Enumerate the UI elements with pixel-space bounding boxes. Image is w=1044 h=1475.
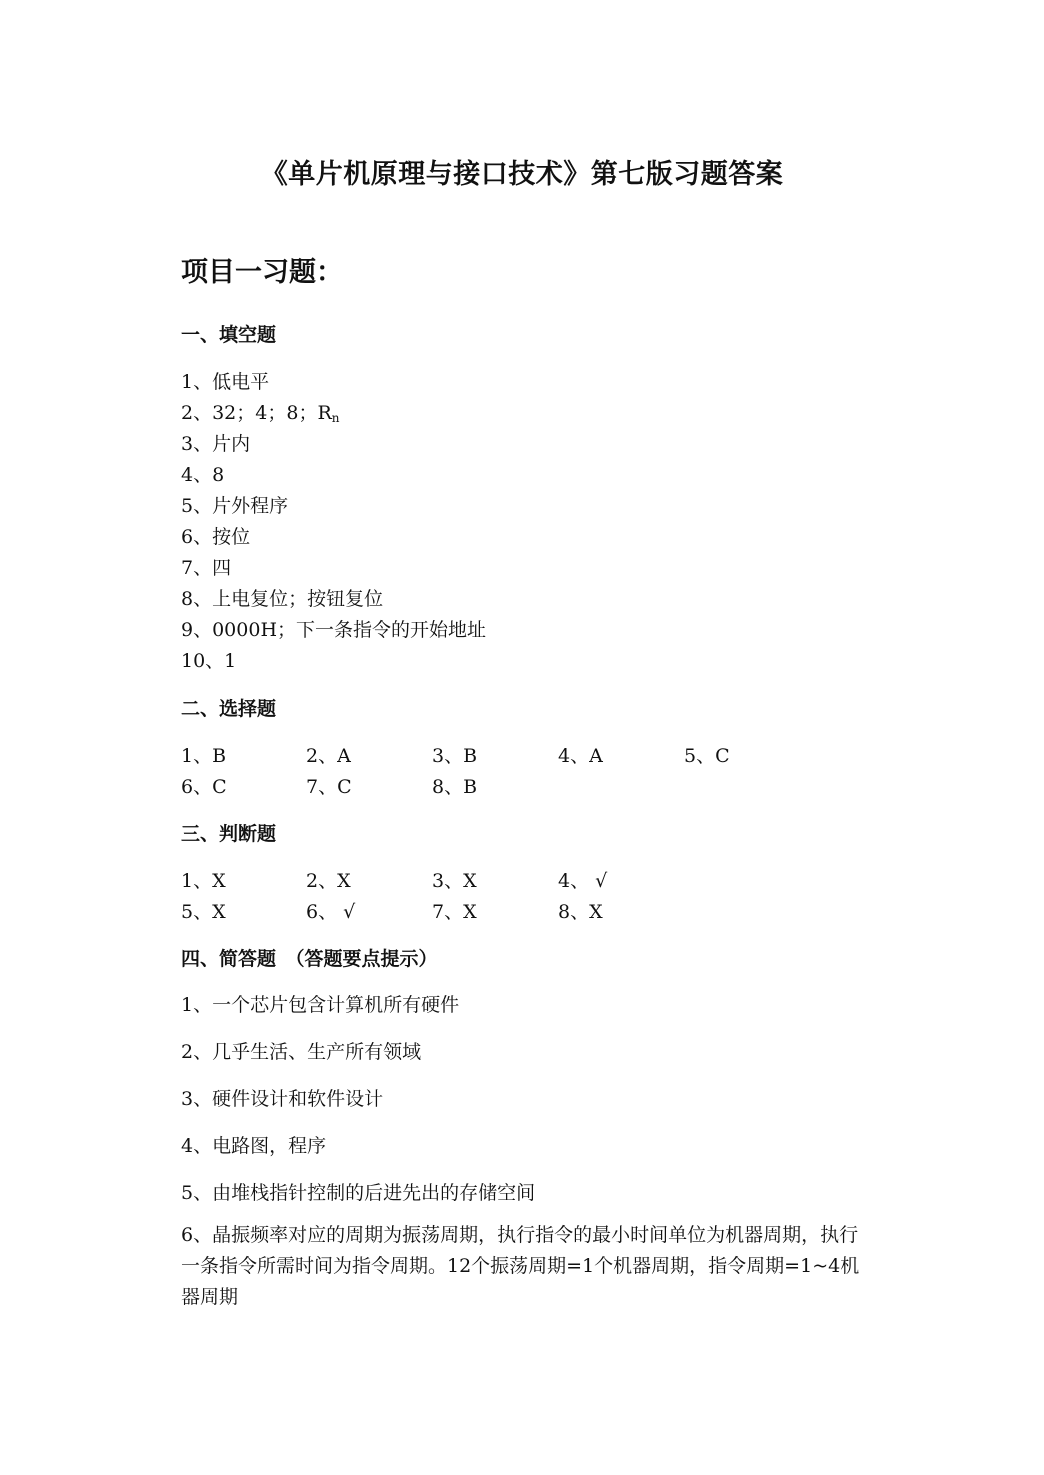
fill-blank-answer-6: 6、按位 [181,526,251,548]
section-heading-multiple-choice: 二、选择题 [181,698,277,720]
short-answer-2: 2、几乎生活、生产所有领域 [181,1041,422,1063]
short-answer-1: 1、一个芯片包含计算机所有硬件 [181,994,460,1016]
choice-answer-2: 2、A [306,745,351,767]
project-title: 项目一习题： [181,257,343,288]
fill-blank-answer-1: 1、低电平 [181,371,270,393]
section-heading-short-answer: 四、简答题 （答题要点提示） [181,948,438,970]
short-answer-4: 4、电路图，程序 [181,1135,327,1157]
judge-answer-6: 6、 √ [306,901,356,923]
short-answer-3: 3、硬件设计和软件设计 [181,1088,384,1110]
fill-blank-answer-9: 9、0000H；下一条指令的开始地址 [181,619,487,641]
fill-blank-answer-5: 5、片外程序 [181,495,289,517]
judge-answer-7: 7、X [432,901,477,923]
judge-answer-1: 1、X [181,870,226,892]
choice-answer-8: 8、B [432,776,478,798]
document-title: 《单片机原理与接口技术》第七版习题答案 [260,159,784,190]
choice-answer-5: 5、C [684,745,730,767]
judge-answer-3: 3、X [432,870,477,892]
fill-blank-answer-4: 4、8 [181,464,225,486]
judge-answer-8: 8、X [558,901,603,923]
choice-answer-3: 3、B [432,745,478,767]
choice-answer-7: 7、C [306,776,352,798]
choice-answer-1: 1、B [181,745,227,767]
judge-answer-2: 2、X [306,870,351,892]
fill-blank-answer-2: 2、32；4；8；$R_n$ [181,402,340,425]
fill-blank-answer-3: 3、片内 [181,433,251,455]
judge-answer-5: 5、X [181,901,226,923]
short-answer-5: 5、由堆栈指针控制的后进先出的存储空间 [181,1182,536,1204]
section-heading-true-false: 三、判断题 [181,823,277,845]
fill-blank-answer-7: 7、四 [181,557,232,579]
choice-answer-4: 4、A [558,745,603,767]
choice-answer-6: 6、C [181,776,227,798]
section-heading-fill-blank: 一、填空题 [181,324,277,346]
short-answer-6: 6、晶振频率对应的周期为振荡周期，执行指令的最小时间单位为机器周期，执行一条指令所需时间为指令周期。12个振荡周期=1个机器周期，指令周期=1~4机器周期 [181,1224,860,1308]
fill-blank-answer-8: 8、上电复位；按钮复位 [181,588,384,610]
subscript-n: n [331,411,340,425]
fill-blank-answer-10: 10、1 [181,650,237,672]
judge-answer-4: 4、 √ [558,870,608,892]
